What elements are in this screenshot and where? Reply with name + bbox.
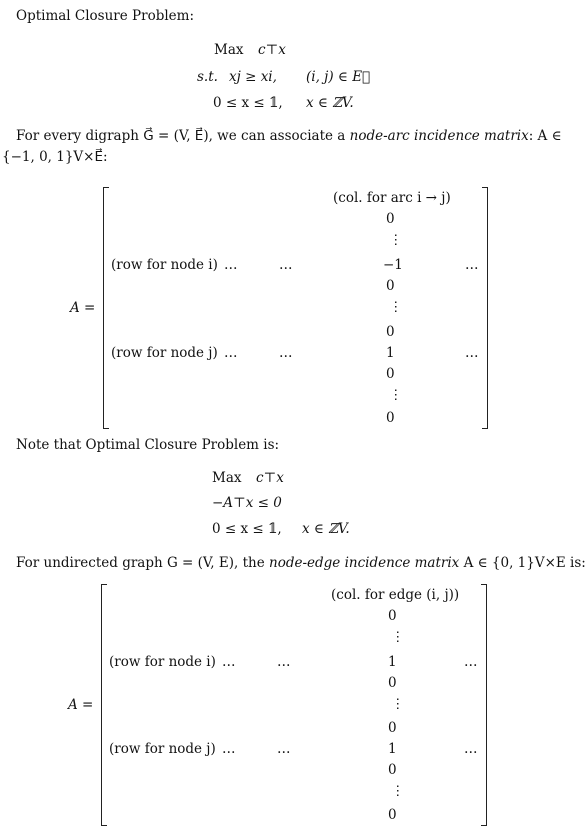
matrix2-vdots: ⋮ xyxy=(391,783,405,799)
matrix1-hdots: … xyxy=(279,345,294,361)
paragraph-node-edge xyxy=(16,555,586,571)
matrix1-label: A = xyxy=(70,300,96,316)
lp1-constraint-2: 0 ≤ x ≤ 𝟙, xyxy=(213,95,283,111)
matrix2-entry: 0 xyxy=(388,807,397,823)
matrix1-hdots: … xyxy=(279,257,294,273)
paragraph-text: For every digraph G⃗ = (V, E⃗), we can associate a xyxy=(16,128,350,144)
matrix1-hdots: … xyxy=(465,257,480,273)
matrix1-vdots: ⋮ xyxy=(389,232,403,248)
lp2-objective-keyword: Max xyxy=(212,470,242,486)
matrix2-row-i-label: (row for node i) xyxy=(109,654,216,670)
matrix1-vdots: ⋮ xyxy=(389,299,403,315)
matrix2-hdots: … xyxy=(277,654,292,670)
lp2-objective: c⊤x xyxy=(256,470,284,486)
term-node-arc-incidence: node-arc incidence matrix xyxy=(349,128,529,144)
lp2-constraint-1: −A⊤x ≤ 0 xyxy=(212,495,282,511)
lp2-constraint-2: 0 ≤ x ≤ 𝟙, xyxy=(212,521,282,537)
matrix2-entry: 1 xyxy=(388,741,397,757)
matrix1-hdots: … xyxy=(224,257,239,273)
matrix2-hdots: … xyxy=(222,654,237,670)
matrix2-col-header: (col. for edge (i, j)) xyxy=(331,587,460,603)
matrix2-row-j-label: (row for node j) xyxy=(109,741,216,757)
matrix1-row-i-label: (row for node i) xyxy=(111,257,218,273)
matrix1-hdots: … xyxy=(465,345,480,361)
matrix2-hdots: … xyxy=(464,741,479,757)
lp1-constraint-1: xj ≥ xi, xyxy=(229,69,277,85)
matrix1-entry: 0 xyxy=(386,278,395,294)
lp1-objective: c⊤x xyxy=(258,42,286,58)
lp1-objective-keyword: Max xyxy=(214,42,244,58)
lp1-st: s.t. xyxy=(197,69,218,85)
matrix2-entry: 0 xyxy=(388,762,397,778)
matrix1-row-j-label: (row for node j) xyxy=(111,345,218,361)
paragraph-node-arc-line2: {−1, 0, 1}V×E⃗: xyxy=(2,149,108,165)
matrix2-label: A = xyxy=(68,697,94,713)
matrix1-entry: 0 xyxy=(386,410,395,426)
matrix2-entry: 1 xyxy=(388,654,397,670)
matrix1-col-header: (col. for arc i → j) xyxy=(333,190,451,206)
lp1-constraint-1-domain: (i, j) ∈ E⃗ xyxy=(306,69,371,85)
matrix1-entry: 0 xyxy=(386,211,395,227)
matrix2-left-bracket xyxy=(101,584,107,826)
lp2-constraint-2-domain: x ∈ ℤV. xyxy=(302,521,350,537)
matrix2-entry: 0 xyxy=(388,608,397,624)
matrix2-hdots: … xyxy=(277,741,292,757)
paragraph-end: : A ∈ xyxy=(528,128,562,144)
paragraph-end: A ∈ {0, 1}V×E is: xyxy=(459,555,586,571)
matrix2-right-bracket xyxy=(481,584,487,826)
matrix2-entry: 0 xyxy=(388,720,397,736)
matrix1-entry: 0 xyxy=(386,366,395,382)
matrix1-right-bracket xyxy=(482,187,488,429)
matrix2-vdots: ⋮ xyxy=(391,629,405,645)
matrix1-hdots: … xyxy=(224,345,239,361)
matrix2-hdots: … xyxy=(222,741,237,757)
matrix2-hdots: … xyxy=(464,654,479,670)
section-title: Optimal Closure Problem: xyxy=(16,8,195,24)
matrix1-vdots: ⋮ xyxy=(389,387,403,403)
matrix1-entry: −1 xyxy=(383,257,403,273)
matrix1-left-bracket xyxy=(103,187,109,429)
matrix1-entry: 0 xyxy=(386,324,395,340)
matrix2-vdots: ⋮ xyxy=(391,696,405,712)
term-node-edge-incidence: node-edge incidence matrix xyxy=(269,555,460,571)
matrix2-entry: 0 xyxy=(388,675,397,691)
matrix1-entry: 1 xyxy=(386,345,395,361)
lp1-constraint-2-domain: x ∈ ℤV. xyxy=(306,95,354,111)
note-text: Note that Optimal Closure Problem is: xyxy=(16,437,280,453)
paragraph-text: For undirected graph G = (V, E), the xyxy=(16,555,269,571)
paragraph-node-arc xyxy=(16,128,562,144)
